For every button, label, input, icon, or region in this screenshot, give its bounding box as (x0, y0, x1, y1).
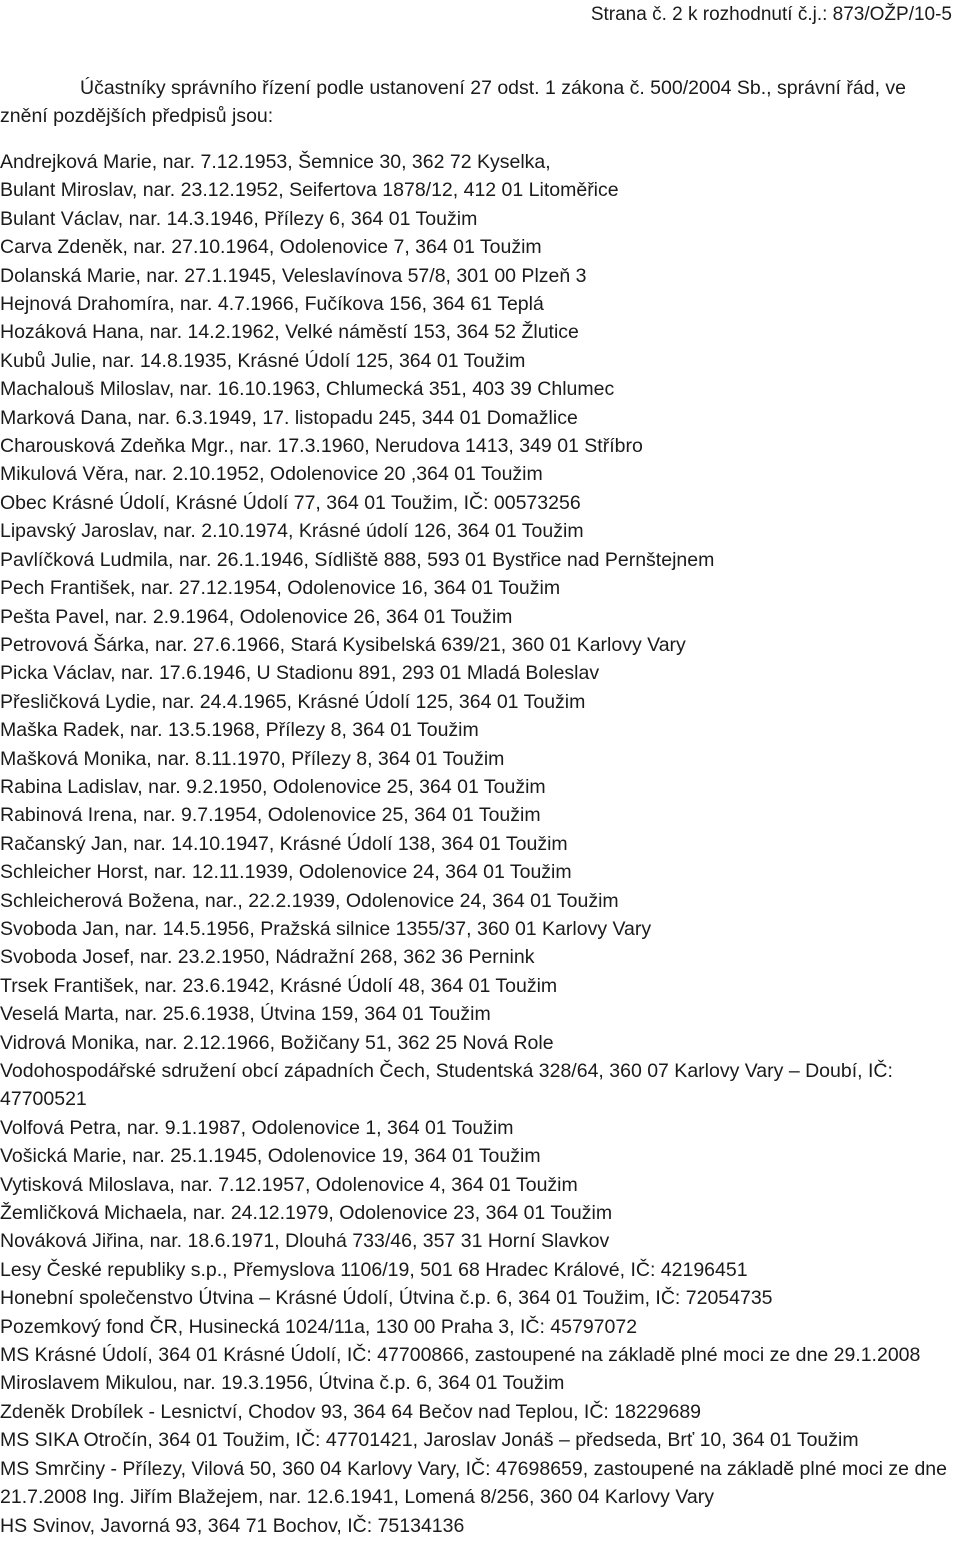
party-entry: Hejnová Drahomíra, nar. 4.7.1966, Fučíkova 156, 364 61 Teplá (0, 293, 544, 316)
party-entry: Rabinová Irena, nar. 9.7.1954, Odolenovice 25, 364 01 Toužim (0, 804, 541, 827)
party-entry: Račanský Jan, nar. 14.10.1947, Krásné Údolí 138, 364 01 Toužim (0, 832, 568, 855)
page-reference-header: Strana č. 2 k rozhodnutí č.j.: 873/OŽP/10-5 (590, 4, 952, 25)
party-entry: Svoboda Jan, nar. 14.5.1956, Pražská silnice 1355/37, 360 01 Karlovy Vary (0, 917, 652, 940)
party-entry: Volfová Petra, nar. 9.1.1987, Odolenovice 1, 364 01 Toužim (0, 1116, 514, 1139)
party-entry: Lipavský Jaroslav, nar. 2.10.1974, Krásné údolí 126, 364 01 Toužim (0, 520, 584, 543)
party-entry: Lesy České republiky s.p., Přemyslova 1106/19, 501 68 Hradec Králové, IČ: 42196451 (0, 1258, 748, 1281)
party-entry: Vidrová Monika, nar. 2.12.1966, Božičany 51, 362 25 Nová Role (0, 1031, 554, 1054)
party-entry: Bulant Miroslav, nar. 23.12.1952, Seifertova 1878/12, 412 01 Litoměřice (0, 179, 619, 202)
party-entry: Vošická Marie, nar. 25.1.1945, Odolenovice 19, 364 01 Toužim (0, 1145, 541, 1168)
party-entry: MS Krásné Údolí, 364 01 Krásné Údolí, IČ: 47700866, zastoupené na základě plné moci ze dne 29.1.2008 Miroslavem Mikulou, nar. 19.3.1956, Útvina č.p. 6, 364 01 Toužim (0, 1344, 921, 1395)
party-entry: Pozemkový fond ČR, Husinecká 1024/11a, 130 00 Praha 3, IČ: 45797072 (0, 1315, 638, 1338)
party-entry: Přesličková Lydie, nar. 24.4.1965, Krásné Údolí 125, 364 01 Toužim (0, 690, 586, 713)
party-entry: Vodohospodářské sdružení obcí západních Čech, Studentská 328/64, 360 07 Karlovy Vary – Doubí, IČ: 47700521 (0, 1060, 893, 1111)
party-entry: Picka Václav, nar. 17.6.1946, U Stadionu 891, 293 01 Mladá Boleslav (0, 662, 600, 685)
party-entry: Carva Zdeněk, nar. 27.10.1964, Odolenovice 7, 364 01 Toužim (0, 236, 542, 259)
party-entry: Mašková Monika, nar. 8.11.1970, Přílezy 8, 364 01 Toužim (0, 747, 505, 770)
party-entry: Schleicher Horst, nar. 12.11.1939, Odolenovice 24, 364 01 Toužim (0, 861, 572, 884)
party-entry: Honební společenstvo Útvina – Krásné Údolí, Útvina č.p. 6, 364 01 Toužim, IČ: 72054735 (0, 1287, 773, 1310)
party-entry: MS Smrčiny - Přílezy, Vilová 50, 360 04 Karlovy Vary, IČ: 47698659, zastoupené na základě plné moci ze dne 21.7.2008 Ing. Jiřím Blažejem, nar. 12.6.1941, Lomená 8/256, 360 04 Karlovy Vary (0, 1457, 947, 1509)
parties-list (0, 148, 958, 1540)
party-entry: Svoboda Josef, nar. 23.2.1950, Nádražní 268, 362 36 Pernink (0, 946, 535, 969)
party-entry: Rabina Ladislav, nar. 9.2.1950, Odolenovice 25, 364 01 Toužim (0, 775, 546, 798)
party-entry: Mikulová Věra, nar. 2.10.1952, Odolenovice 20 ,364 01 Toužim (0, 463, 543, 486)
party-entry: Hozáková Hana, nar. 14.2.1962, Velké náměstí 153, 364 52 Žlutice (0, 321, 579, 344)
party-entry: Bulant Václav, nar. 14.3.1946, Přílezy 6, 364 01 Toužim (0, 207, 478, 230)
party-entry: Vytisková Miloslava, nar. 7.12.1957, Odolenovice 4, 364 01 Toužim (0, 1173, 578, 1196)
party-entry: Zdeněk Drobílek - Lesnictví, Chodov 93, 364 64 Bečov nad Teplou, IČ: 18229689 (0, 1400, 702, 1423)
party-entry: Trsek František, nar. 23.6.1942, Krásné Údolí 48, 364 01 Toužim (0, 974, 558, 997)
party-entry: Pavlíčková Ludmila, nar. 26.1.1946, Sídliště 888, 593 01 Bystřice nad Pernštejnem (0, 548, 715, 571)
party-entry: Andrejková Marie, nar. 7.12.1953, Šemnice 30, 362 72 Kyselka, (0, 151, 551, 173)
party-entry: Pešta Pavel, nar. 2.9.1964, Odolenovice 26, 364 01 Toužim (0, 605, 513, 628)
party-entry: Machalouš Miloslav, nar. 16.10.1963, Chlumecká 351, 403 39 Chlumec (0, 378, 615, 401)
party-entry: Marková Dana, nar. 6.3.1949, 17. listopadu 245, 344 01 Domažlice (0, 406, 578, 429)
party-entry: Schleicherová Božena, nar., 22.2.1939, Odolenovice 24, 364 01 Toužim (0, 889, 619, 912)
party-entry: Charousková Zdeňka Mgr., nar. 17.3.1960, Nerudova 1413, 349 01 Stříbro (0, 435, 643, 458)
party-entry: MS SIKA Otročín, 364 01 Toužim, IČ: 47701421, Jaroslav Jonáš – předseda, Brť 10, 364 01 Toužim (0, 1429, 859, 1452)
party-entry: HS Svinov, Javorná 93, 364 71 Bochov, IČ: 75134136 (0, 1514, 465, 1537)
intro-paragraph: Účastníky správního řízení podle ustanovení 27 odst. 1 zákona č. 500/2004 Sb., správní řád, ve znění pozdějších předpisů jsou: (0, 77, 906, 127)
party-entry: Nováková Jiřina, nar. 18.6.1971, Dlouhá 733/46, 357 31 Horní Slavkov (0, 1230, 610, 1253)
party-entry: Dolanská Marie, nar. 27.1.1945, Veleslavínova 57/8, 301 00 Plzeň 3 (0, 264, 587, 287)
party-entry: Obec Krásné Údolí, Krásné Údolí 77, 364 01 Toužim, IČ: 00573256 (0, 491, 581, 514)
party-entry: Pech František, nar. 27.12.1954, Odolenovice 16, 364 01 Toužim (0, 577, 561, 600)
party-entry: Maška Radek, nar. 13.5.1968, Přílezy 8, 364 01 Toužim (0, 719, 479, 742)
party-entry: Petrovová Šárka, nar. 27.6.1966, Stará Kysibelská 639/21, 360 01 Karlovy Vary (0, 633, 686, 656)
party-entry: Žemličková Michaela, nar. 24.12.1979, Odolenovice 23, 364 01 Toužim (0, 1202, 613, 1225)
party-entry: Veselá Marta, nar. 25.6.1938, Útvina 159, 364 01 Toužim (0, 1003, 491, 1026)
party-entry: Kubů Julie, nar. 14.8.1935, Krásné Údolí 125, 364 01 Toužim (0, 349, 526, 372)
